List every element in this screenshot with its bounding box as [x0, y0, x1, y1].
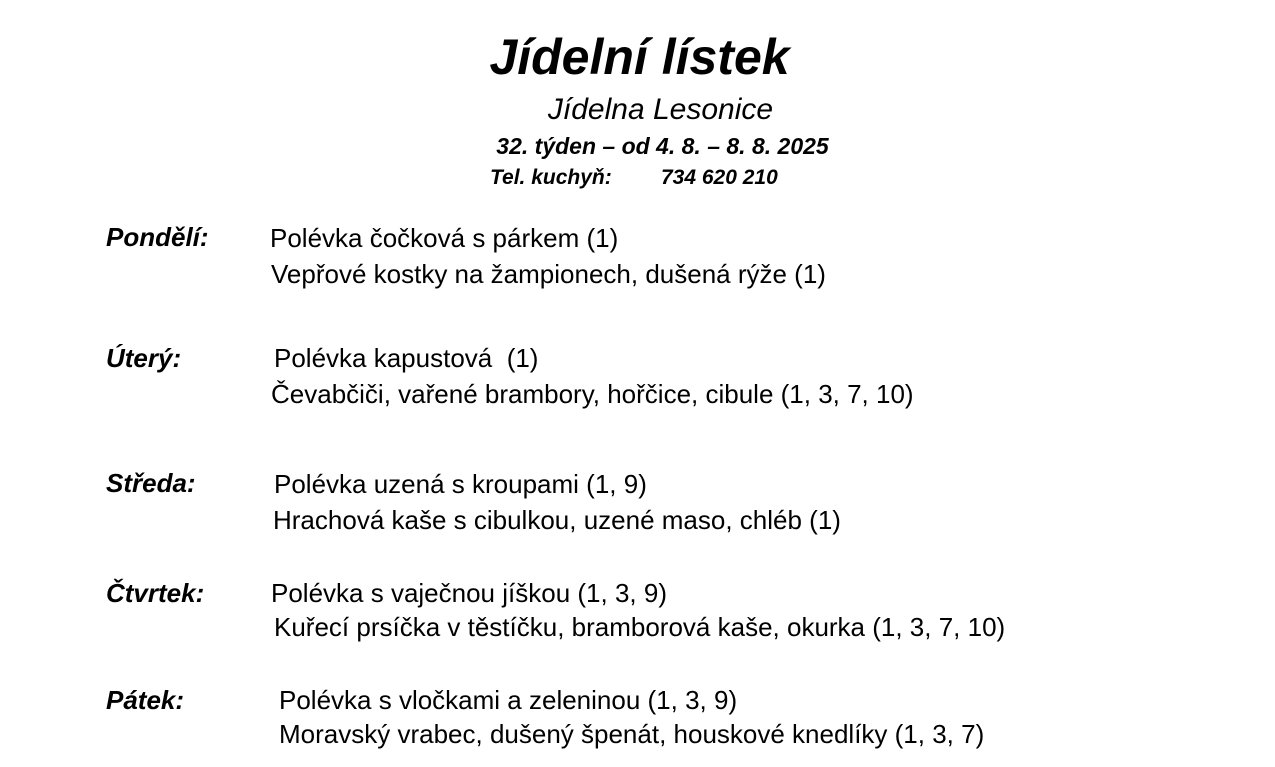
page-title	[0, 28, 1275, 86]
soup-wednesday: Polévka uzená s kroupami (1, 9)	[274, 469, 647, 499]
canteen-name	[0, 93, 1275, 127]
soup-monday: Polévka čočková s párkem (1)	[270, 223, 619, 253]
title-text: Jídelní lístek	[489, 29, 790, 85]
main-dish-tuesday: Čevabčiči, vařené brambory, hořčice, cibule (1, 3, 7, 10)	[271, 379, 914, 409]
day-label-tuesday: Úterý:	[106, 343, 182, 373]
week-range	[0, 133, 1275, 160]
soup-thursday: Polévka s vaječnou jíškou (1, 3, 9)	[271, 578, 667, 608]
canteen-name-text: Jídelna Lesonice	[547, 93, 774, 126]
day-label-thursday: Čtvrtek:	[106, 578, 205, 608]
day-label-wednesday: Středa:	[106, 468, 196, 498]
soup-friday: Polévka s vločkami a zeleninou (1, 3, 9)	[279, 685, 738, 715]
main-dish-wednesday: Hrachová kaše s cibulkou, uzené maso, chléb (1)	[273, 505, 841, 535]
main-dish-friday: Moravský vrabec, dušený špenát, houskové knedlíky (1, 3, 7)	[279, 719, 985, 749]
day-label-monday: Pondělí:	[106, 222, 209, 252]
main-dish-thursday: Kuřecí prsíčka v těstíčku, bramborová kaše, okurka (1, 3, 7, 10)	[274, 612, 1006, 642]
day-label-friday: Pátek:	[106, 685, 185, 715]
main-dish-monday: Vepřové kostky na žampionech, dušená rýže (1)	[271, 259, 826, 289]
soup-tuesday: Polévka kapustová (1)	[274, 343, 539, 373]
phone-number: 734 620 210	[661, 166, 778, 189]
week-range-text: 32. týden – od 4. 8. – 8. 8. 2025	[496, 133, 829, 159]
phone-label: Tel. kuchyň:	[490, 166, 612, 189]
